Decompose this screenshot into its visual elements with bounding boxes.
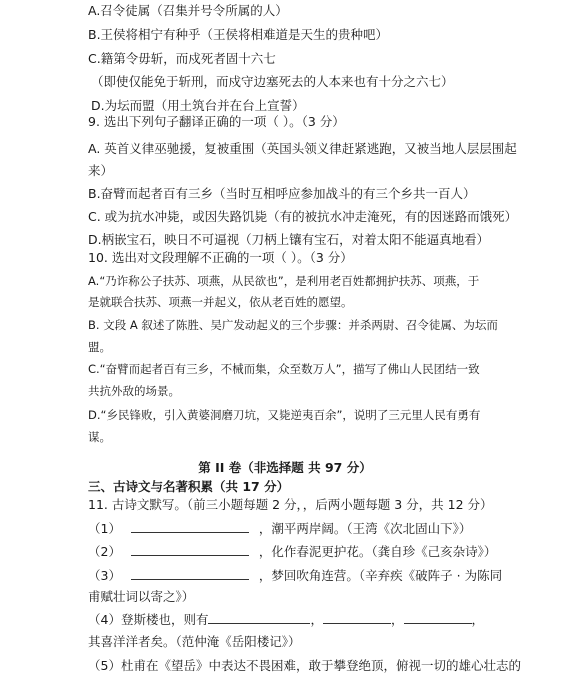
- q11-stem: 11. 古诗文默写。（前三小题每题 2 分，，后两小题每题 3 分，共 12 分）: [88, 497, 493, 512]
- q11-item-3-number: （3）: [88, 568, 121, 583]
- q11-item-1-text: ，潮平两岸阔。（王湾《次北固山下》）: [258, 521, 472, 536]
- q11-item-2-text: ，化作春泥更护花。（龚自珍《己亥杂诗》）: [258, 544, 497, 559]
- q8-option-a: A.召令徒属（召集并号令所属的人）: [88, 3, 288, 18]
- part2-title: 第 II 卷（非选择题 共 97 分）: [198, 460, 372, 475]
- q11-item-4-cont: 其喜洋洋者矣。（范仲淹《岳阳楼记》）: [88, 634, 301, 649]
- answer-blank-2[interactable]: [131, 543, 249, 556]
- q9-option-b: B.奋臂而起者百有三乡（当时互相呼应参加战斗的有三个乡共一百人）: [88, 186, 476, 201]
- q10-option-c: C.“奋臂而起者百有三乡，不械而集，众至数万人”，描写了佛山人民团结一致: [88, 362, 480, 376]
- q11-item-3: [88, 567, 502, 584]
- q8-option-d: D.为坛而盟（用土筑台并在台上宣誓）: [91, 98, 305, 113]
- q10-option-c-cont: 共抗外敌的场景。: [88, 384, 180, 398]
- q11-item-4-text: （4）登斯楼也，则有: [88, 612, 209, 627]
- q11-item-1: [88, 520, 471, 537]
- q10-option-a-cont: 是就联合扶苏、项燕一并起义，依从老百姓的愿望。: [88, 295, 353, 309]
- q10-option-b-cont: 盟。: [88, 340, 111, 354]
- answer-blank-1[interactable]: [131, 520, 249, 533]
- q10-option-a: A.“乃诈称公子扶苏、项燕，从民欲也”，是利用老百姓都拥护扶苏、项燕，于: [88, 274, 480, 288]
- section3-title: 三、古诗文与名著积累（共 17 分）: [88, 479, 290, 494]
- q9-option-c: C. 或为抗水冲毙，或因失路饥毙（有的被抗水冲走淹死，有的因迷路而饿死）: [88, 209, 518, 224]
- q11-item-3-cont: 甫赋壮词以寄之》）: [88, 589, 195, 604]
- q11-item-4-sep2: ，: [390, 612, 404, 627]
- answer-blank-3[interactable]: [131, 567, 249, 580]
- q10-option-b: B. 文段 A 叙述了陈胜、吴广发动起义的三个步骤：并杀两尉、召令徒属、为坛而: [88, 318, 498, 332]
- q10-option-d: D.“乡民锋败，引入黄婆洞磨刀坑，又毙逆夷百余”，说明了三元里人民有勇有: [88, 408, 481, 422]
- q11-item-2-number: （2）: [88, 544, 121, 559]
- q10-stem: 10. 选出对文段理解不正确的一项（ ）。（3 分）: [88, 250, 353, 265]
- q9-option-a-cont: 来）: [88, 163, 114, 178]
- q9-option-d: D.柄嵌宝石，映日不可逼视（刀柄上镶有宝石，对着太阳不能逼真地看）: [88, 232, 490, 247]
- q8-option-b: B.王侯将相宁有种乎（王侯将相难道是天生的贵种吧）: [88, 27, 389, 42]
- q11-item-1-number: （1）: [88, 521, 121, 536]
- answer-blank-4a[interactable]: [208, 611, 310, 624]
- q11-item-4-sep: ，: [310, 612, 323, 627]
- q11-item-5: （5）杜甫在《望岳》中表达不畏困难，敢于攀登绝顶，俯视一切的雄心壮志的: [88, 658, 521, 673]
- q9-stem: 9. 选出下列句子翻译正确的一项（ ）。（3 分）: [88, 114, 345, 129]
- q8-option-c-translation: （即使仅能免于斩刑，而戍守边塞死去的人本来也有十分之六七）: [91, 74, 454, 89]
- q10-option-d-cont: 谋。: [88, 430, 111, 444]
- q11-item-2: [88, 543, 496, 560]
- answer-blank-4c[interactable]: [404, 611, 472, 624]
- q9-option-a: A. 英首义律巫驰援，复被重围（英国头领义律赶紧逃跑，又被当地人层层围起: [88, 141, 517, 156]
- q11-item-3-text: ，梦回吹角连营。（辛弃疾《破阵子 · 为陈同: [258, 568, 503, 583]
- q11-item-4-end: ，: [471, 612, 485, 627]
- q11-item-4: [88, 611, 484, 628]
- answer-blank-4b[interactable]: [323, 611, 391, 624]
- q8-option-c: C.籍第令毋斩，而戍死者固十六七: [88, 51, 276, 66]
